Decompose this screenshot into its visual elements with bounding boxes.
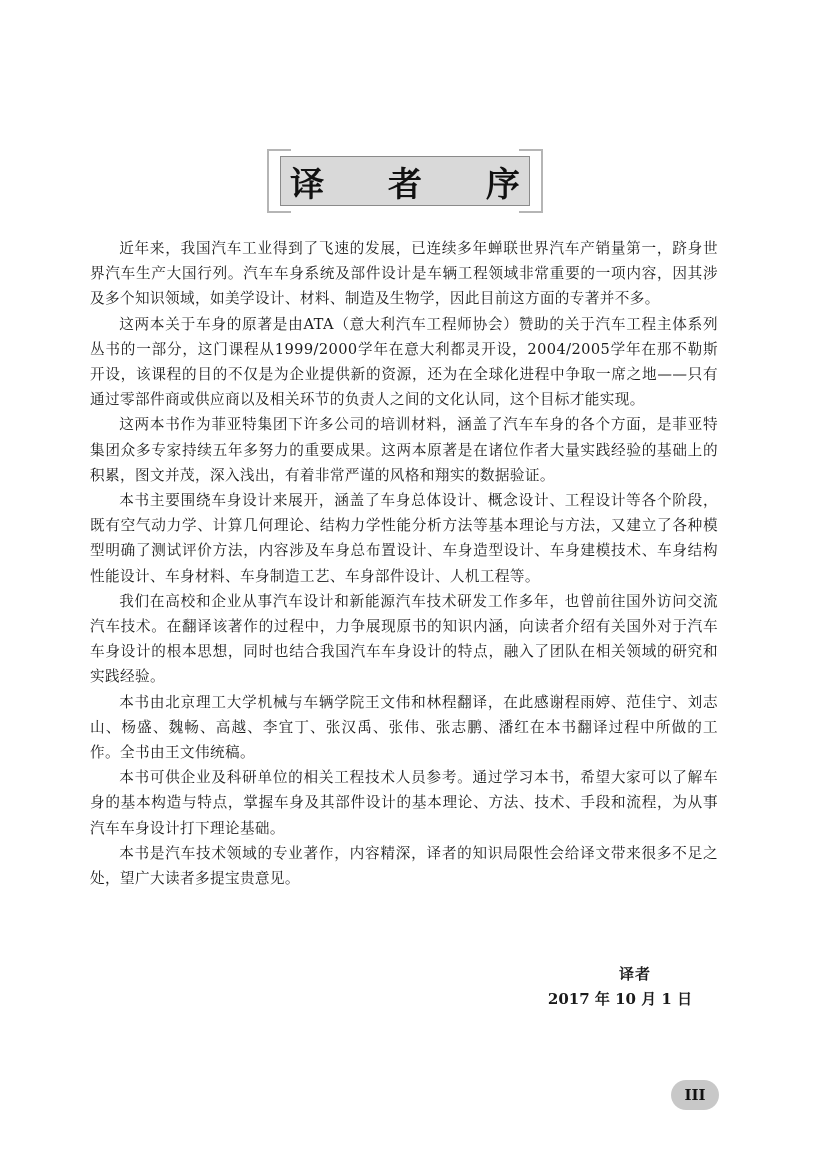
paragraph-3: 这两本书作为菲亚特集团下许多公司的培训材料，涵盖了汽车车身的各个方面，是菲亚特集团众多专家持续五年多努力的重要成果。这两本原著是在诸位作者大量实践经验的基础上的积累，图文并茂，深入浅出，有着非常严谨的风格和翔实的数据验证。 [90,416,718,484]
frame-gap-bottom [291,210,519,216]
preface-body [90,236,718,891]
paragraph-2: 这两本关于车身的原著是由ATA（意大利汽车工程师协会）赞助的关于汽车工程主体系列丛书的一部分，这门课程从1999/2000学年在意大利都灵开设，2004/2005学年在那不勒斯开设，该课程的目的不仅是为企业提供新的资源，还为在全球化进程中争取一席之地——只有通过零部件商或供应商以及相关环节的负责人之间的文化认同，这个目标才能实现。 [90,315,718,409]
page-number-badge [671,1080,719,1110]
page-number: III [684,1086,706,1104]
signature-date: 2017 年 10 月 1 日 [547,990,693,1008]
paragraph-5: 我们在高校和企业从事汽车设计和新能源汽车技术研发工作多年，也曾前往国外访问交流汽车技术。在翻译该著作的过程中，力争展现原书的知识内涵，向读者介绍有关国外对于汽车车身设计的根本思想，同时也结合我国汽车车身设计的特点，融入了团队在相关领域的研究和实践经验。 [90,592,718,686]
paragraph-4: 本书主要围绕车身设计来展开，涵盖了车身总体设计、概念设计、工程设计等各个阶段，既有空气动力学、计算几何理论、结构力学性能分析方法等基本理论与方法，又建立了各种模型明确了测试评价方法，内容涉及车身总布置设计、车身造型设计、车身建模技术、车身结构性能设计、车身材料、车身制造工艺、车身部件设计、人机工程等。 [90,492,718,585]
paragraph-6: 本书由北京理工大学机械与车辆学院王文伟和林程翻译，在此感谢程雨婷、范佳宁、刘志山、杨盛、魏畅、高越、李宜丁、张汉禹、张伟、张志鹏、潘红在本书翻译过程中所做的工作。全书由王文伟统稿。 [90,693,718,762]
signature-translator: 译者 [618,965,651,983]
title-frame [267,149,546,213]
paragraph-7: 本书可供企业及科研单位的相关工程技术人员参考。通过学习本书，希望大家可以了解车身的基本构造与特点，掌握车身及其部件设计的基本理论、方法、技术、手段和流程，为从事汽车车身设计打下理论基础。 [90,769,718,837]
signature-block [540,962,700,1012]
title-box [280,156,546,206]
paragraph-8: 本书是汽车技术领域的专业著作，内容精深，译者的知识局限性会给译文带来很多不足之处，望广大读者多提宝贵意见。 [90,844,718,888]
frame-gap-top [291,146,519,152]
paragraph-1: 近年来，我国汽车工业得到了飞速的发展，已连续多年蝉联世界汽车产销量第一，跻身世界汽车生产大国行列。汽车车身系统及部件设计是车辆工程领域非常重要的一项内容，因其涉及多个知识领域，如美学设计、材料、制造及生物学，因此目前这方面的专著并不多。 [90,240,718,308]
page-title: 译 者 序 [290,164,546,205]
